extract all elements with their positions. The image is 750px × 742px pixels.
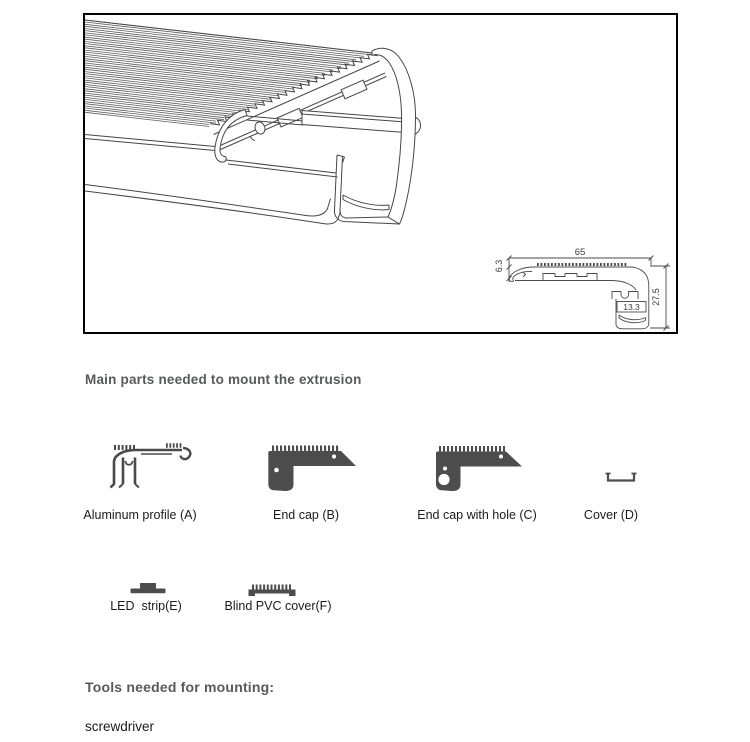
part-label-end-cap-with-hole: End cap with hole (C) — [417, 508, 537, 522]
led-strip-icon — [130, 580, 166, 594]
cover-icon — [604, 470, 638, 483]
end-cap-with-hole-icon — [428, 442, 522, 491]
aluminum-profile-icon — [94, 441, 194, 489]
technical-drawing-frame — [83, 13, 678, 334]
dimension-lip-height — [494, 258, 512, 282]
part-label-end-cap: End cap (B) — [272, 508, 340, 522]
technical-drawing — [85, 15, 676, 332]
cross-section-view — [494, 247, 670, 331]
svg-text:65: 65 — [574, 247, 586, 258]
end-cap-icon — [260, 441, 356, 491]
main-parts-heading: Main parts needed to mount the extrusion — [85, 372, 362, 387]
tool-item-screwdriver: screwdriver — [85, 719, 155, 734]
part-label-cover: Cover (D) — [583, 508, 639, 522]
part-label-led-strip: LED strip(E) — [110, 599, 182, 613]
tools-heading: Tools needed for mounting: — [85, 679, 275, 695]
dimension-top-width — [507, 247, 654, 265]
part-label-blind-pvc-cover: Blind PVC cover(F) — [224, 599, 332, 613]
svg-text:6.3: 6.3 — [494, 259, 504, 273]
dimension-channel-width: 13.3 — [623, 302, 640, 312]
svg-text:27.5: 27.5 — [651, 288, 661, 306]
blind-pvc-cover-icon — [247, 582, 297, 596]
dimension-right-height — [650, 264, 670, 331]
profile-3d-view — [85, 20, 421, 224]
part-label-aluminum-profile: Aluminum profile (A) — [83, 508, 197, 522]
